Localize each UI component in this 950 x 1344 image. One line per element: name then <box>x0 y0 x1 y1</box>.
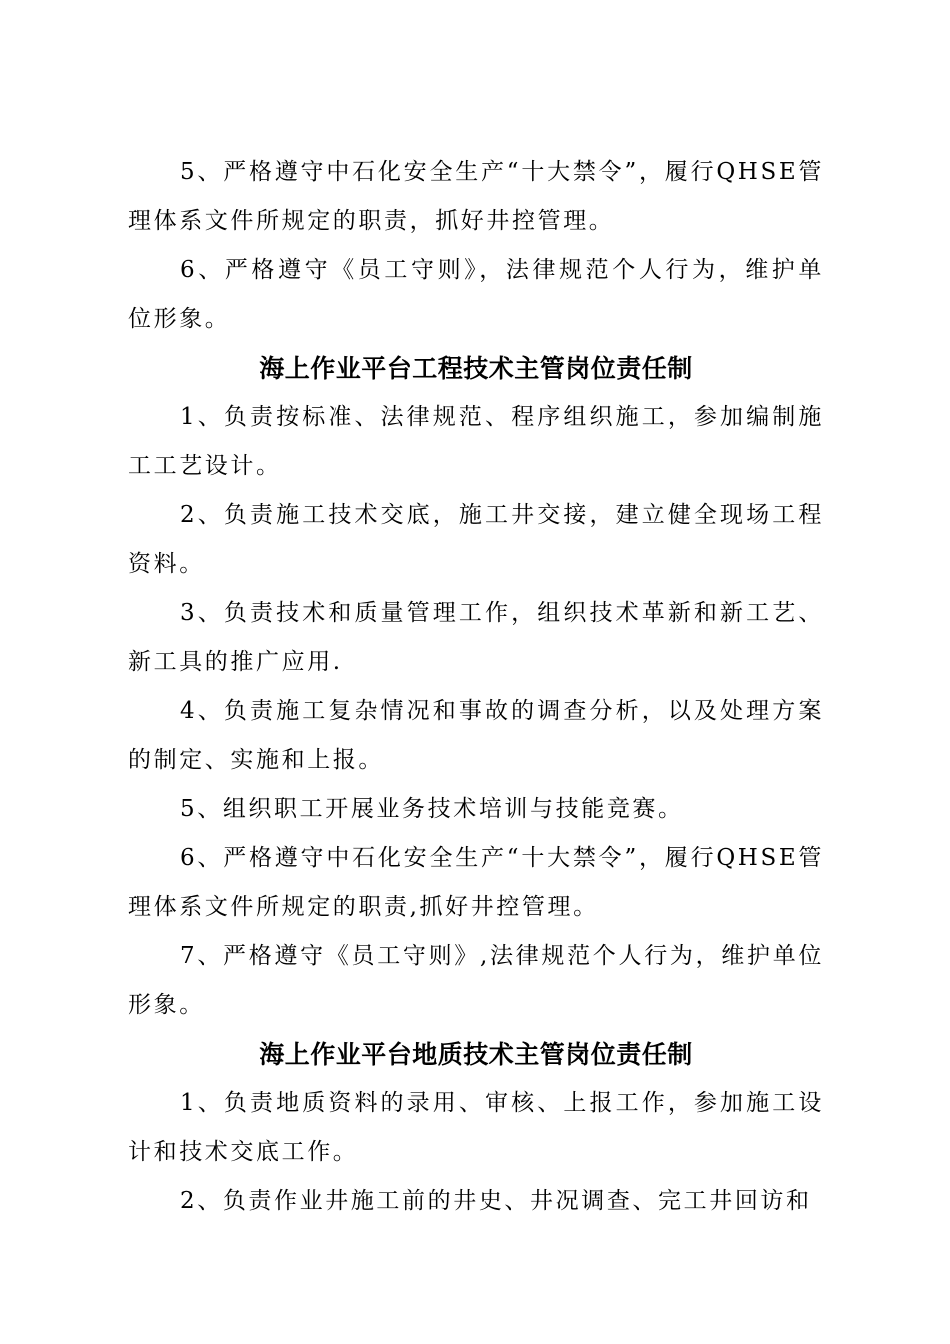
document-page <box>128 148 824 1226</box>
paragraph: 2、负责施工技术交底，施工井交接，建立健全现场工程资料。 <box>128 502 824 577</box>
section-heading: 海上作业平台工程技术主管岗位责任制 <box>259 354 693 383</box>
paragraph: 5、严格遵守中石化安全生产“十大禁令”，履行QHSE管理体系文件所规定的职责，抓好井控管理。 <box>128 159 824 234</box>
paragraph: 3、负责技术和质量管理工作，组织技术革新和新工艺、新工具的推广应用. <box>128 600 824 675</box>
paragraph: 1、负责按标准、法律规范、程序组织施工，参加编制施工工艺设计。 <box>128 404 824 479</box>
paragraph: 2、负责作业井施工前的井史、井况调查、完工井回访和 <box>180 1188 812 1214</box>
paragraph: 6、严格遵守中石化安全生产“十大禁令”，履行QHSE管理体系文件所规定的职责,抓好井控管理。 <box>128 845 824 920</box>
section-heading: 海上作业平台地质技术主管岗位责任制 <box>259 1040 693 1069</box>
paragraph: 6、严格遵守《员工守则》，法律规范个人行为，维护单位形象。 <box>128 257 824 332</box>
paragraph: 5、组织职工开展业务技术培训与技能竞赛。 <box>180 796 684 822</box>
paragraph: 4、负责施工复杂情况和事故的调查分析，以及处理方案的制定、实施和上报。 <box>128 698 824 773</box>
paragraph: 1、负责地质资料的录用、审核、上报工作，参加施工设计和技术交底工作。 <box>128 1090 824 1165</box>
paragraph: 7、严格遵守《员工守则》,法律规范个人行为，维护单位形象。 <box>128 943 824 1018</box>
